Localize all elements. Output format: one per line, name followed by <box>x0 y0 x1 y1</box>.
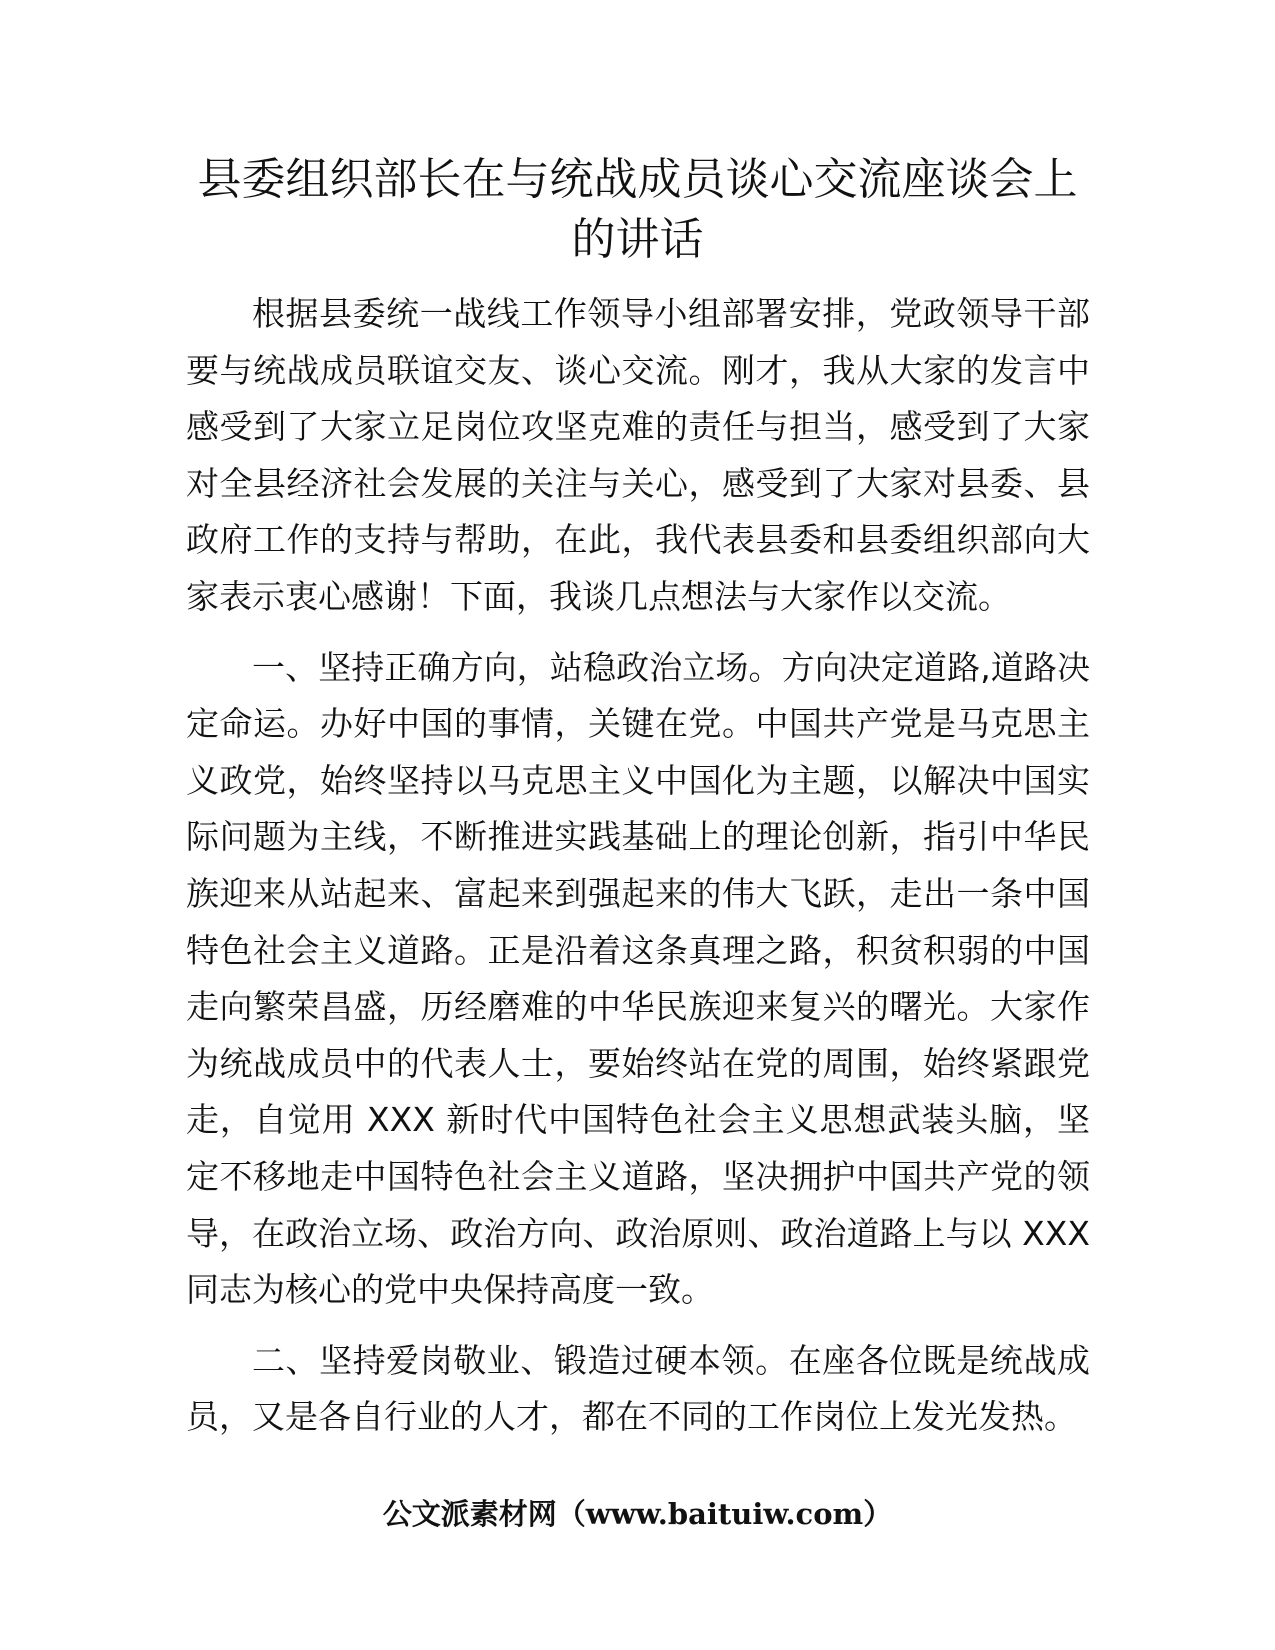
paragraph-section-two: 二、坚持爱岗敬业、锻造过硬本领。在座各位既是统战成员，又是各自行业的人才，都在不同的工作岗位上发光发热。 <box>186 1340 1090 1437</box>
document-body <box>186 286 1090 1460</box>
paragraph-intro: 根据县委统一战线工作领导小组部署安排，党政领导干部要与统战成员联谊交友、谈心交流。刚才，我从大家的发言中感受到了大家立足岗位攻坚克难的责任与担当，感受到了大家对全县经济社会发展的关注与关心，感受到了大家对县委、县政府工作的支持与帮助，在此，我代表县委和县委组织部向大家表示衷心感谢！下面，我谈几点想法与大家作以交流。 <box>186 294 1090 616</box>
paragraph-section-one: 一、坚持正确方向，站稳政治立场。方向决定道路,道路决定命运。办好中国的事情，关键在党。中国共产党是马克思主义政党，始终坚持以马克思主义中国化为主题，以解决中国实际问题为主线，不断推进实践基础上的理论创新，指引中华民族迎来从站起来、富起来到强起来的伟大飞跃，走出一条中国特色社会主义道路。正是沿着这条真理之路，积贫积弱的中国走向繁荣昌盛，历经磨难的中华民族迎来复兴的曙光。大家作为统战成员中的代表人士，要始终站在党的周围，始终紧跟党走，自觉用 XXX 新时代中国特色社会主义思想武装头脑，坚定不移地走中国特色社会主义道路，坚决拥护中国共产党的领导，在政治立场、政治方向、政治原则、政治道路上与以 XXX 同志为核心的党中央保持高度一致。 <box>186 647 1090 1310</box>
document-title: 县委组织部长在与统战成员谈心交流座谈会上的讲话 <box>197 154 1078 265</box>
footer-watermark: 公文派素材网（www.baituiw.com） <box>382 1497 893 1531</box>
